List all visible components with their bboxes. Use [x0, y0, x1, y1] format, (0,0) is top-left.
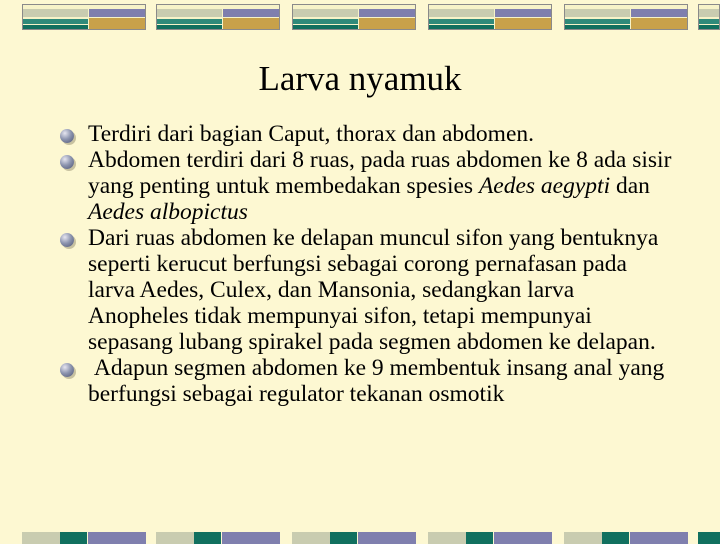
list-item — [58, 225, 678, 355]
deco-tile — [698, 532, 720, 544]
deco-tile — [428, 4, 552, 30]
deco-tile — [22, 532, 146, 544]
list-item — [58, 121, 678, 147]
bullet-text: Abdomen terdiri dari 8 ruas, pada ruas abdomen ke 8 ada sisir yang penting untuk membedakan spesies — [88, 147, 672, 199]
sphere-bullet-icon — [60, 155, 74, 169]
sphere-bullet-icon — [60, 129, 74, 143]
deco-tile — [156, 532, 280, 544]
sphere-bullet-icon — [60, 233, 74, 247]
top-decorative-band — [0, 4, 720, 34]
species-name: Aedes albopictus — [88, 199, 248, 225]
list-item — [58, 147, 678, 225]
deco-tile — [156, 4, 280, 30]
list-item — [58, 355, 678, 407]
bullet-text: Adapun segmen abdomen ke 9 membentuk insang anal yang berfungsi sebagai regulator tekanan osmotik — [88, 355, 671, 407]
deco-tile — [428, 532, 552, 544]
bullet-list — [58, 121, 678, 407]
deco-tile — [292, 532, 416, 544]
bottom-decorative-band — [0, 532, 720, 544]
species-name: Aedes aegypti — [478, 173, 611, 199]
slide-title: Larva nyamuk — [258, 59, 462, 98]
deco-tile — [564, 4, 688, 30]
bullet-text-connector: dan — [610, 173, 650, 199]
sphere-bullet-icon — [60, 363, 74, 377]
deco-tile — [292, 4, 416, 30]
bullet-text: Terdiri dari bagian Caput, thorax dan abdomen. — [88, 121, 535, 147]
deco-tile — [22, 4, 146, 30]
deco-tile — [564, 532, 688, 544]
deco-tile — [698, 4, 720, 30]
bullet-text: Dari ruas abdomen ke delapan muncul sifon yang bentuknya seperti kerucut berfungsi sebagai corong pernafasan pada larva Aedes, Culex, dan Mansonia, sedangkan larva Anopheles tidak mempunyai sifon, tetapi mempunyai sepasang lubang spirakel pada segmen abdomen ke delapan. — [88, 225, 659, 355]
